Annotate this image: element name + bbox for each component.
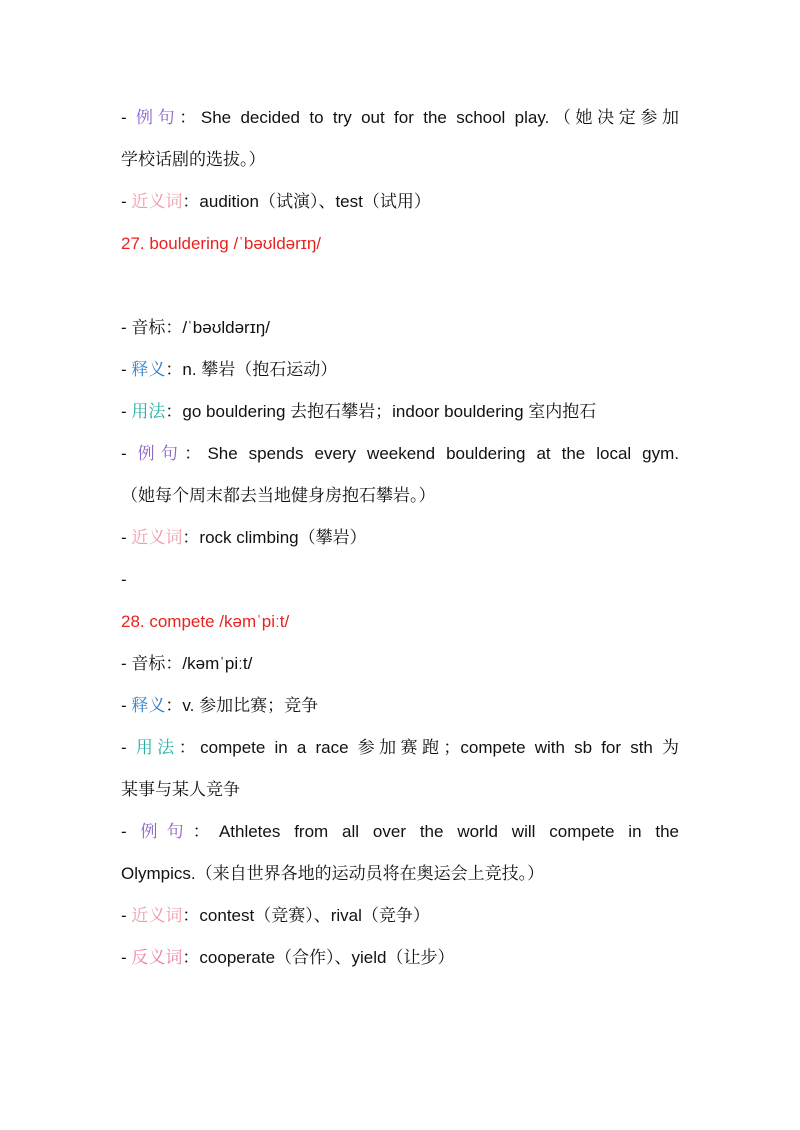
usage-label: 用法 [135, 738, 179, 757]
example-label: 例句 [136, 108, 180, 127]
prev-example-line-1: - 例句：She decided to try out for the school play.（她决定参加 [121, 108, 680, 127]
stray-dash-line: - [121, 570, 127, 589]
entry-27-heading: 27. bouldering /ˈbəʊldərɪŋ/ [121, 234, 322, 253]
entry-28-usage-line-2: 某事与某人竞争 [121, 780, 240, 799]
entry-28-synonym-line: - 近义词：contest（竞赛）、rival（竞争） [121, 906, 430, 925]
usage-label: 用法 [131, 402, 166, 421]
entry-27-meaning-line: - 释义：n. 攀岩（抱石运动） [121, 360, 338, 379]
entry-28-example-line-1: - 例句：Athletes from all over the world will compete in the [121, 822, 680, 841]
antonym-label: 反义词 [131, 948, 183, 967]
synonym-label: 近义词 [131, 528, 183, 547]
entry-28-meaning-line: - 释义：v. 参加比赛；竞争 [121, 696, 319, 715]
entry-27-usage-line: - 用法：go bouldering 去抱石攀岩；indoor bouldering 室内抱石 [121, 402, 597, 421]
meaning-label: 释义 [131, 360, 166, 379]
example-label: 例句 [140, 822, 193, 841]
example-label: 例句 [137, 444, 185, 463]
entry-27-synonym-line: - 近义词：rock climbing（攀岩） [121, 528, 367, 547]
entry-27-example-line-1: - 例句：She spends every weekend bouldering at the local gym. [121, 444, 680, 463]
entry-27-phonetic-line: - 音标：/ˈbəʊldərɪŋ/ [121, 318, 270, 337]
entry-28-phonetic-line: - 音标：/kəmˈpiːt/ [121, 654, 253, 673]
entry-27-example-line-2: （她每个周末都去当地健身房抱石攀岩。） [121, 486, 436, 505]
synonym-label: 近义词 [131, 906, 183, 925]
meaning-label: 释义 [131, 696, 166, 715]
synonym-label: 近义词 [131, 192, 183, 211]
entry-28-example-line-2: Olympics.（来自世界各地的运动员将在奥运会上竞技。） [121, 864, 545, 883]
entry-28-antonym-line: - 反义词：cooperate（合作）、yield（让步） [121, 948, 455, 967]
entry-28-heading: 28. compete /kəmˈpiːt/ [121, 612, 290, 631]
entry-28-usage-line-1: - 用法：compete in a race 参加赛跑；compete with sb for sth 为 [121, 738, 680, 757]
prev-synonym-line: - 近义词：audition（试演）、test（试用） [121, 192, 431, 211]
prev-example-line-2: 学校话剧的选拔。） [121, 150, 266, 169]
